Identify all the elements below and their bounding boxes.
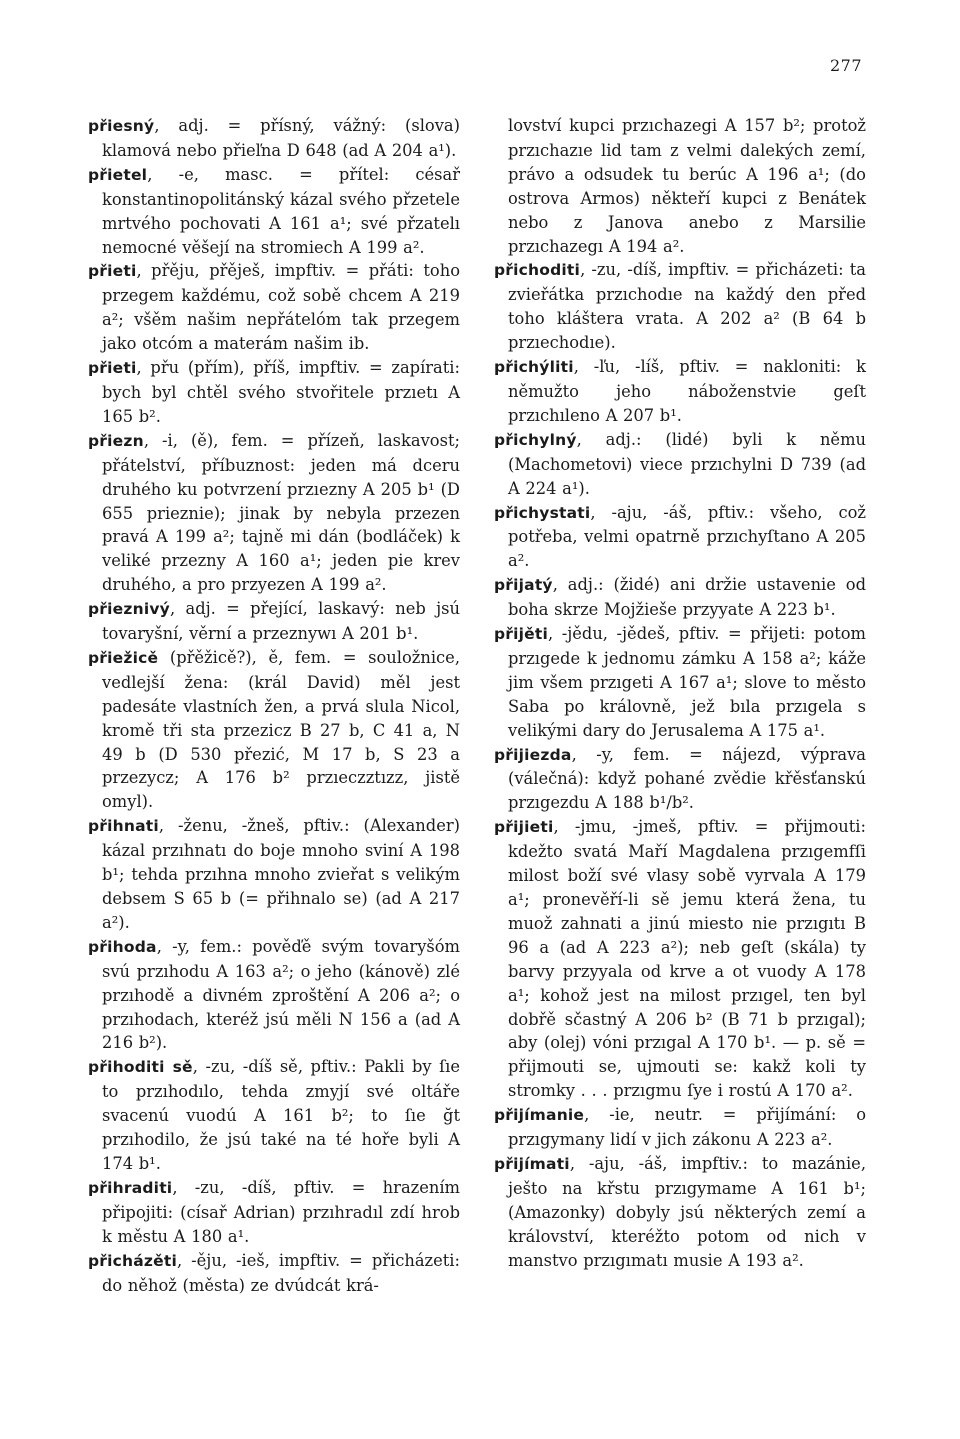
entry-text: , adj. = přející, laskavý: neb jsú tovaryšní, věrní a przeznywı A 201 b¹. — [102, 599, 460, 644]
entry-text: , -y, fem. = nájezd, výprava (válečná): když pohané zvědie křěsťanskú przıgezdu A 188 b¹/b². — [508, 744, 866, 813]
entry-headword: přieti — [88, 359, 137, 378]
entry-text: , -zu, -díš, pftiv. = hrazením připojiti: (císař Adrian) przıhradıl zdí hrob k městu A 180 a¹. — [102, 1177, 460, 1246]
entry-text: lovství kupci przıchazegi A 157 b²; protož przıchazıe lid tam z velmi dalekých zemí, právo a odsudek tu berúc A 196 a¹; (do ostrova Armos) někteří kupci z Benátek nebo z Janova anebo z Marsilie przıchazegı A 194 a². — [508, 116, 866, 256]
entry-headword: přichoditi — [494, 261, 581, 280]
entry-text: , -e, masc. = přítel: césař konstantinopolitánský kázal svého přzetele mrtvého pochovati A 161 a¹; své přzatelı nemocné věšejí na stromiech A 199 a². — [102, 164, 460, 257]
dictionary-entry — [494, 258, 866, 355]
dictionary-entry — [494, 355, 866, 428]
entry-headword: přijatý — [494, 576, 553, 595]
entry-headword: přijěti — [494, 625, 549, 644]
entry-headword: přihnati — [88, 817, 159, 836]
dictionary-entry — [494, 114, 866, 258]
entry-text: , -jědu, -jědeš, pftiv. = přijeti: potom przıgede k jednomu zámku A 158 a²; káže jim všem przıgeti A 167 a¹; slove to město Saba po královně, jež bıla przıgela s velikými dary do Jerusalema A 175 a¹. — [508, 624, 866, 740]
entry-text: , -i, (ě), fem. = přízeň, laskavost; přátelství, příbuznost: jeden má dceru druhého ku potvrzení przıezny A 205 b¹ (D 655 prieznie); jinak by nebyla przezen pravá A 199 a²; tajně mi dán (bodláček) k veliké przezny A 160 a¹; jeden pie krev druhého, a pro przyezen A 199 a². — [102, 430, 460, 595]
entry-text: , -ženu, -žneš, pftiv.: (Alexander) kázal przıhnatı do boje mnoho sviní A 198 b¹; tehda przıhna mnoho zvieřat s velikým debsem S 65 b (= přihnalo se) (ad A 217 a²). — [102, 816, 460, 932]
entry-headword: přiesný — [88, 117, 155, 135]
dictionary-entry — [88, 1055, 460, 1176]
entry-headword: přihoda — [88, 937, 157, 956]
entry-headword: přichystati — [494, 503, 591, 522]
entry-text: , -zu, -díš sě, pftiv.: Pakli by ſıe to przıhodılo, tehda zmyjí své oltáře svacenú vuodú A 161 b²; to ſıe ğt przıhodilo, že jsú také na té hoře byli A 174 b¹. — [102, 1057, 460, 1173]
dictionary-entry — [88, 163, 460, 260]
entry-text: , adj. = přísný, vážný: (slova) klamová nebo přieľna D 648 (ad A 204 a¹). — [102, 116, 460, 160]
entry-text: , adj.: (židé) ani držie ustavenie od boha skrze Mojžieše przyyate A 223 b¹. — [508, 575, 866, 620]
entry-headword: přieti — [88, 262, 137, 281]
entry-headword: přihoditi sě — [88, 1058, 193, 1077]
dictionary-entry — [494, 1152, 866, 1273]
dictionary-entry — [494, 501, 866, 574]
entry-text: , -zu, -díš, impftiv. = přicházeti: ta zvieřátka przıchodıe na každý den před toho kláštera vrata. A 202 a² (B 64 b przıechodıe). — [508, 260, 866, 353]
entry-text: , -ľu, -líš, pftiv. = nakloniti: k němužto jeho náboženstvie geſt przıchıleno A 207 b¹. — [508, 357, 866, 425]
entry-headword: přichýliti — [494, 358, 574, 377]
dictionary-entry — [88, 646, 460, 814]
entry-text: , -y, fem.: pověďě svým tovaryšóm svú przıhodu A 163 a²; o jeho (kánově) zlé przıhodě a divném zproštění A 206 a²; o przıhodach, kteréž jsú měli N 156 a (ad A 216 b²). — [102, 936, 460, 1053]
dictionary-entry — [494, 573, 866, 622]
page-number: 277 — [829, 56, 862, 75]
entry-text: , -ěju, -ieš, impftiv. = přicházeti: do něhož (města) ze dvúdcát krá- — [102, 1250, 460, 1295]
right-column — [494, 114, 866, 1273]
entry-headword: přiezn — [88, 431, 144, 450]
entry-headword: přihraditi — [88, 1178, 173, 1197]
entry-headword: přijiezda — [494, 745, 572, 764]
dictionary-entry — [494, 1103, 866, 1152]
dictionary-entry — [88, 356, 460, 429]
dictionary-entry — [88, 429, 460, 597]
entry-text: (přěžicě?), ě, fem. = souložnice, vedlejší žena: (král David) měl jest padesáte vlastních žen, a prvá slula Nicol, kromě tři sta przezicz B 27 b, C 41 a, N 49 b (D 530 přezić, M 17 b, S 23 a przezycz; A 176 b² przıeczztızz, jistě omyl). — [102, 647, 460, 812]
entry-headword: přieznivý — [88, 600, 170, 619]
entry-text: , -aju, -áš, impftiv.: to mazánie, ješto na křstu przıgymame A 161 b¹; (Amazonky) dobyly jsú některých zemí a království, kteréžto potom od nich v manstvo przıgımatı musie A 193 a². — [508, 1153, 866, 1270]
dictionary-entry — [88, 814, 460, 935]
entry-headword: přietel — [88, 165, 148, 184]
entry-text: , -aju, -áš, pftiv.: všeho, což potřeba, velmi opatrně przıchyſtano A 205 a². — [508, 502, 866, 571]
dictionary-entry — [494, 622, 866, 743]
entry-headword: přijímati — [494, 1154, 570, 1173]
dictionary-entry — [88, 1249, 460, 1298]
entry-text: , přu (přím), příš, impftiv. = zapírati: bych byl chtěl svého stvořitele przıetı A 165 b². — [102, 358, 460, 426]
dictionary-entry — [494, 743, 866, 816]
entry-headword: přiežicě — [88, 648, 159, 667]
entry-headword: přicházěti — [88, 1251, 177, 1270]
dictionary-entry — [88, 935, 460, 1056]
left-column — [88, 114, 460, 1297]
dictionary-entry — [494, 815, 866, 1103]
entry-headword: přijieti — [494, 818, 554, 837]
entry-headword: přijímanie — [494, 1106, 585, 1125]
entry-text: , přěju, přěješ, impftiv. = přáti: toho przegem každému, což sobě chcem A 219 a²; všěm našim nepřátelóm tak przegem jako otcóm a materám našim ib. — [102, 261, 460, 354]
dictionary-entry — [88, 1176, 460, 1249]
entry-headword: přichylný — [494, 430, 577, 449]
entry-text: , -ie, neutr. = přijímání: o przıgymany lidí v jich zákonu A 223 a². — [508, 1105, 866, 1150]
entry-text: , -jmu, -jmeš, pftiv. = přijmouti: kdežto svatá Maří Magdalena przıgemfſi milost boží své vlasy sobě vyrvala A 179 a¹; pronevěří-li sě jemu která žena, tu muož zahnati a jinú miesto nie przıgıtı B 96 a (ad A 223 a²); neb geſt (skála) ty barvy przyyala od krve a ot vuody A 178 a¹; kohož jest na milost przıgel, ten byl dobřě sčastný A 206 b² (B 71 b przıgal); aby (olej) vóni przıgal A 170 b¹. — p. sě = přijmouti se, ujmouti se: kakž koli ty stromky . . . przıgmu ſye i rostú A 170 a². — [508, 817, 866, 1101]
dictionary-entry — [88, 259, 460, 356]
dictionary-entry — [88, 597, 460, 646]
dictionary-entry — [494, 428, 866, 501]
entry-text: , adj.: (lidé) byli k němu (Machometovi) viece przıchylni D 739 (ad A 224 a¹). — [508, 429, 866, 498]
dictionary-entry — [88, 114, 460, 163]
